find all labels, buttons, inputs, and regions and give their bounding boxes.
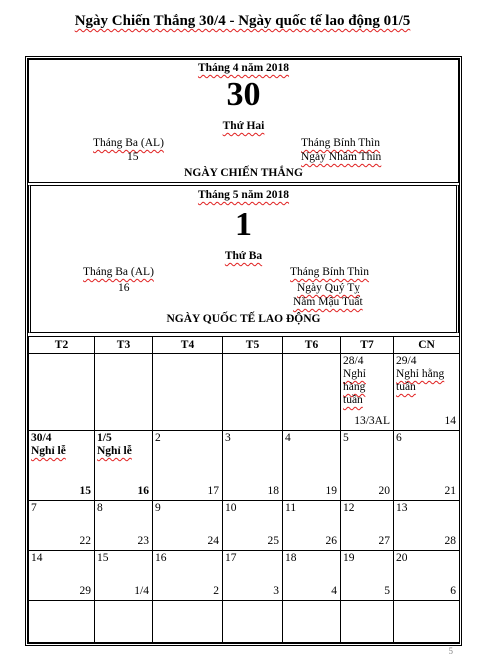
day2-can-day: Ngày Quý Tỵ: [297, 282, 361, 294]
calendar-day-cell: [153, 551, 223, 601]
calendar-day-cell: [283, 551, 341, 601]
calendar-day-cell: [95, 430, 153, 500]
day1-lunar-month: Tháng Ba (AL): [93, 137, 164, 149]
lunar-date: 16: [137, 484, 149, 497]
calendar-day-cell: [394, 430, 460, 500]
calendar-day-cell: [29, 600, 95, 642]
solar-date: 17: [225, 552, 237, 565]
solar-date: 10: [225, 501, 237, 514]
day1-lunar-day: 15: [127, 151, 139, 163]
solar-date: 4: [285, 431, 291, 444]
page-title-text: Ngày Chiến Thắng 30/4 - Ngày quốc tế lao động 01/5: [74, 13, 411, 29]
calendar-day-cell: [29, 354, 95, 431]
solar-date: 7: [31, 501, 37, 514]
solar-date: 15: [97, 552, 109, 565]
solar-date: 3: [225, 431, 231, 444]
day-card-april-30: [28, 59, 459, 183]
solar-date: 13: [396, 501, 408, 514]
weekday-header: T5: [223, 337, 283, 354]
calendar-day-cell: [29, 500, 95, 551]
solar-date: 9: [155, 501, 161, 514]
month-calendar: [28, 336, 460, 643]
calendar-day-cell: [153, 430, 223, 500]
calendar-day-cell: [29, 551, 95, 601]
weekday-header: T2: [29, 337, 95, 354]
lunar-date: 14: [444, 414, 456, 427]
solar-date: 2: [155, 431, 161, 444]
day1-event: NGÀY CHIẾN THẮNG: [184, 167, 303, 179]
day-card-may-1: [28, 185, 459, 333]
day1-weekday: Thứ Hai: [222, 120, 265, 132]
day1-month: Tháng 4 năm 2018: [197, 62, 290, 74]
solar-date: 6: [396, 431, 402, 444]
calendar-header-row: [29, 337, 460, 354]
lunar-date: 18: [267, 484, 279, 497]
day1-can-day: Ngày Nhâm Thìn: [301, 151, 382, 163]
calendar-day-cell: [341, 430, 394, 500]
solar-date: 18: [285, 552, 297, 565]
day2-event: NGÀY QUỐC TẾ LAO ĐỘNG: [166, 313, 321, 325]
calendar-day-cell: [394, 551, 460, 601]
weekday-header: T7: [341, 337, 394, 354]
calendar-day-cell: [283, 600, 341, 642]
solar-date: 14: [31, 552, 43, 565]
lunar-date: 29: [79, 584, 91, 597]
day2-lunar-month: Tháng Ba (AL): [83, 266, 154, 278]
calendar-day-cell: [153, 354, 223, 431]
solar-date: 19: [343, 552, 355, 565]
solar-date: 20: [396, 552, 408, 565]
lunar-date: 26: [325, 535, 337, 548]
calendar-day-cell: [223, 430, 283, 500]
lunar-date: 25: [267, 535, 279, 548]
lunar-date: 27: [378, 535, 390, 548]
lunar-date: 1/4: [134, 584, 149, 597]
day2-lunar-day: 16: [118, 282, 130, 294]
day2-can-month: Tháng Bính Thìn: [290, 266, 370, 278]
calendar-day-cell: [95, 600, 153, 642]
lunar-date: 28: [444, 535, 456, 548]
lunar-date: 21: [444, 484, 456, 497]
day2-month: Tháng 5 năm 2018: [197, 189, 290, 201]
day1-number: 30: [226, 76, 261, 113]
weekday-header: T4: [153, 337, 223, 354]
calendar-day-cell: [341, 354, 394, 431]
calendar-week-row: [29, 600, 460, 642]
lunar-date: 24: [207, 535, 219, 548]
calendar-week-row: [29, 430, 460, 500]
lunar-date: 4: [331, 584, 337, 597]
calendar-day-cell: [394, 500, 460, 551]
lunar-date: 3: [273, 584, 279, 597]
lunar-date: 2: [213, 584, 219, 597]
calendar-day-cell: [341, 551, 394, 601]
calendar-day-cell: [223, 551, 283, 601]
calendar-day-cell: [283, 354, 341, 431]
calendar-day-cell: [95, 500, 153, 551]
calendar-day-cell: [153, 500, 223, 551]
calendar-day-cell: [283, 500, 341, 551]
solar-date: 11: [285, 501, 297, 514]
lunar-date: 19: [325, 484, 337, 497]
page-title: [0, 13, 485, 30]
lunar-date: 5: [384, 584, 390, 597]
calendar-day-cell: [29, 430, 95, 500]
calendar-week-row: [29, 551, 460, 601]
lunar-date: 13/3AL: [354, 414, 390, 427]
calendar-day-cell: [153, 600, 223, 642]
page-number: 5: [448, 646, 453, 656]
weekday-header: T3: [95, 337, 153, 354]
solar-date: 29/4 Nghỉ hằng tuần: [396, 355, 445, 393]
solar-date: 16: [155, 552, 167, 565]
solar-date: 28/4 Nghỉ hàng tuần: [343, 355, 366, 406]
weekday-header: T6: [283, 337, 341, 354]
calendar-day-cell: [95, 354, 153, 431]
calendar-week-row: [29, 500, 460, 551]
solar-date: 8: [97, 501, 103, 514]
lunar-date: 20: [378, 484, 390, 497]
calendar-day-cell: [394, 354, 460, 431]
day1-can-month: Tháng Bính Thìn: [301, 137, 381, 149]
solar-date: 12: [343, 501, 355, 514]
calendar-day-cell: [341, 500, 394, 551]
calendar-day-cell: [394, 600, 460, 642]
calendar-day-cell: [223, 600, 283, 642]
solar-date: 1/5 Nghỉ lễ: [97, 431, 132, 457]
calendar-day-cell: [223, 354, 283, 431]
solar-date: 30/4 Nghỉ lễ: [31, 431, 66, 457]
weekday-header: CN: [394, 337, 460, 354]
calendar-day-cell: [341, 600, 394, 642]
day2-can-year: Năm Mậu Tuất: [293, 296, 363, 308]
calendar-day-cell: [95, 551, 153, 601]
lunar-date: 23: [137, 535, 149, 548]
calendar-day-cell: [223, 500, 283, 551]
lunar-date: 22: [79, 535, 91, 548]
solar-date: 5: [343, 431, 349, 444]
calendar-week-row: [29, 354, 460, 431]
calendar-day-cell: [283, 430, 341, 500]
lunar-date: 6: [450, 584, 456, 597]
lunar-date: 15: [79, 484, 91, 497]
day2-number: 1: [235, 206, 252, 243]
lunar-date: 17: [207, 484, 219, 497]
day2-weekday: Thứ Ba: [224, 250, 263, 262]
